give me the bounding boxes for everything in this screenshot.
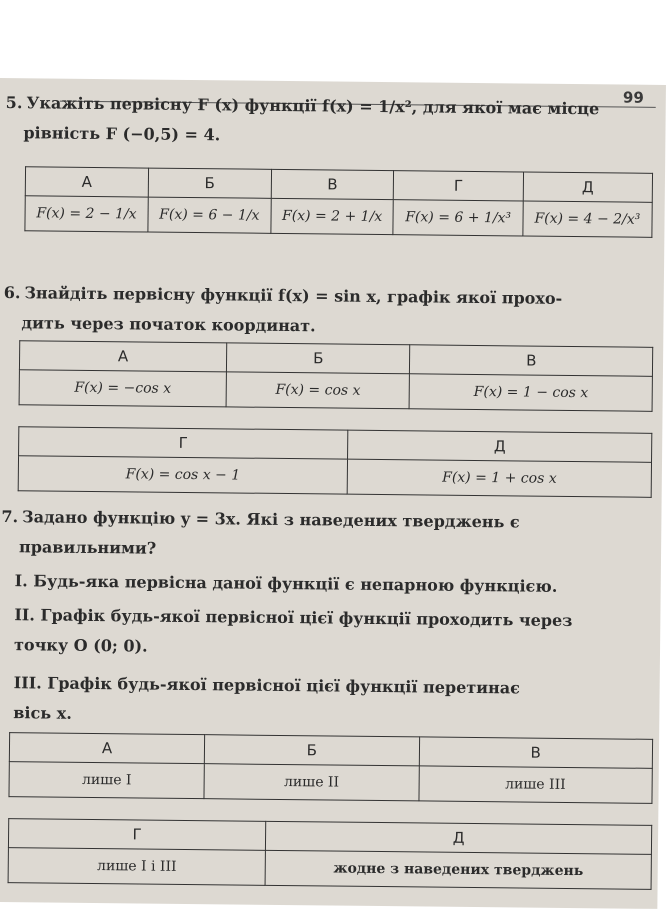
question-6-text: Знайдіть первісну функції f(x) = sin x, графік якої прохо- — [24, 283, 563, 308]
q5-option-b: F(x) = 6 − 1/x — [148, 197, 271, 233]
statement-2 — [14, 600, 649, 667]
question-5-answer-table — [24, 166, 653, 238]
q5-option-c: F(x) = 2 + 1/x — [271, 198, 394, 234]
q7-header-b: Б — [205, 735, 420, 766]
q6-option-d: F(x) = cos x − 1 — [18, 456, 348, 494]
statement-2-text: II. Графік будь-якої первісної цієї функції проходить через — [14, 605, 573, 631]
question-7-answer-table-1 — [8, 732, 653, 804]
question-6-text-continued: дить через початок координат. — [21, 313, 316, 336]
statement-1-text: I. Будь-яка первісна даної функції є непарною функцією. — [14, 571, 558, 596]
q7-header-d: Г — [8, 819, 265, 851]
q7-option-e: жодне з наведених тверджень — [265, 850, 651, 889]
q5-header-c: В — [271, 169, 394, 199]
q5-option-e: F(x) = 4 − 2/x³ — [523, 201, 653, 237]
statement-3 — [13, 668, 648, 735]
q6-option-e: F(x) = 1 + cos x — [347, 459, 651, 497]
question-5-text-continued: рівність F (−0,5) = 4. — [23, 123, 221, 145]
question-5 — [5, 88, 654, 155]
q6-option-c: F(x) = 1 − cos x — [410, 374, 653, 412]
statement-1 — [15, 566, 649, 603]
q6-header-d: Г — [19, 427, 348, 459]
q6-header-a: А — [19, 341, 226, 372]
q7-header-a: А — [9, 733, 205, 764]
q7-option-b: лише II — [204, 764, 419, 801]
question-6-answer-table-1 — [19, 340, 654, 412]
question-7-text: Задано функцію y = 3x. Які з наведених тверджень є — [22, 507, 520, 532]
q5-header-a: А — [25, 167, 148, 197]
q7-header-e: Д — [266, 821, 652, 854]
q7-option-d: лише I і III — [8, 848, 266, 886]
q5-header-e: Д — [523, 172, 653, 202]
question-6-number: 6. — [3, 283, 21, 303]
question-6 — [3, 278, 652, 345]
statement-2-text-continued: точку O (0; 0). — [13, 635, 148, 656]
question-5-number: 5. — [5, 93, 23, 113]
question-5-text: Укажіть первісну F (x) функції f(x) = 1/x², для якої має місце — [26, 93, 600, 119]
q5-header-b: Б — [148, 168, 271, 198]
q6-header-e: Д — [348, 430, 652, 462]
question-7-text-continued: правильними? — [18, 537, 157, 558]
question-7-answer-table-2 — [8, 818, 653, 890]
q5-option-a: F(x) = 2 − 1/x — [25, 196, 148, 232]
textbook-page — [0, 78, 666, 909]
question-7-number: 7. — [1, 507, 19, 527]
statement-3-text-continued: вісь x. — [13, 703, 72, 723]
page-number: 99 — [622, 88, 644, 107]
q6-header-c: В — [410, 345, 653, 377]
question-6-answer-table-2 — [18, 426, 653, 498]
q6-option-a: F(x) = −cos x — [19, 370, 226, 407]
q7-option-c: лише III — [418, 766, 652, 803]
q7-option-a: лише I — [9, 762, 205, 799]
q6-header-b: Б — [226, 343, 410, 374]
question-7 — [1, 502, 650, 569]
q6-option-b: F(x) = cos x — [226, 372, 410, 409]
statement-3-text: III. Графік будь-якої первісної цієї функції перетинає — [13, 673, 521, 698]
q5-option-d: F(x) = 6 + 1/x³ — [393, 200, 523, 236]
q7-header-c: В — [419, 737, 653, 768]
q5-header-d: Г — [394, 171, 524, 201]
